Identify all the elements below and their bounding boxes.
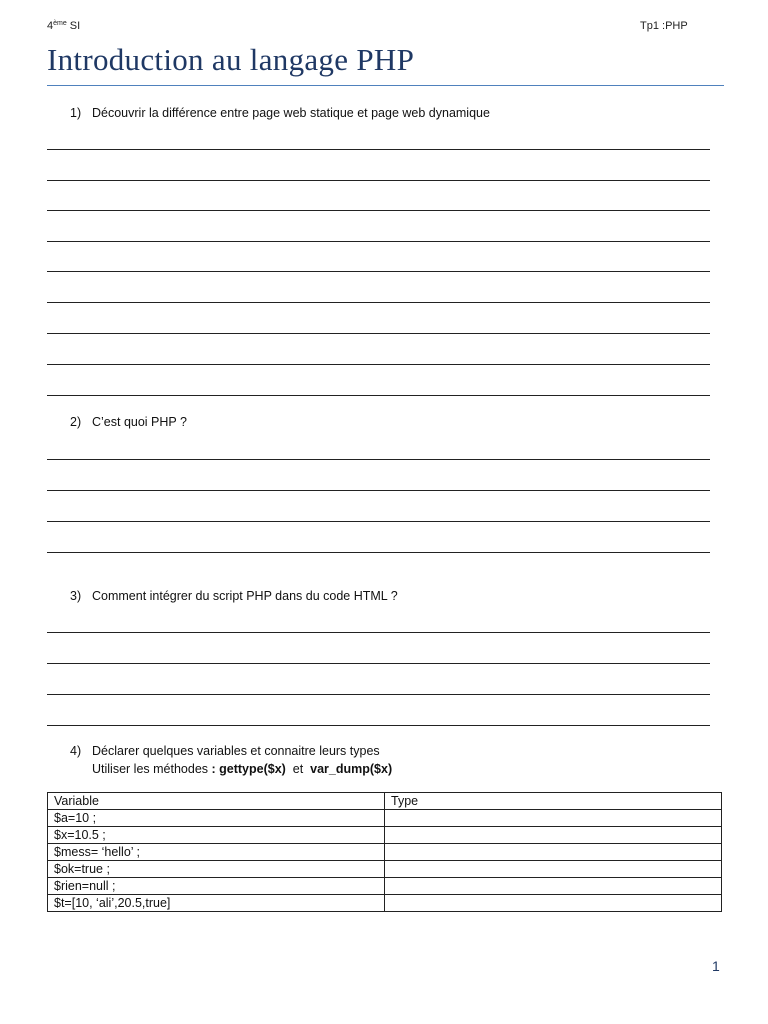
answer-line[interactable] <box>47 521 710 522</box>
type-cell[interactable] <box>385 810 722 827</box>
type-cell[interactable] <box>385 844 722 861</box>
answer-line[interactable] <box>47 694 710 695</box>
class-label <box>47 20 80 32</box>
variable-cell: $a=10 ; <box>48 810 385 827</box>
answer-line[interactable] <box>47 663 710 664</box>
answer-line[interactable] <box>47 271 710 272</box>
question-4-number: 4) <box>70 744 82 758</box>
answer-line[interactable] <box>47 149 710 150</box>
class-label-base: 4 <box>47 20 54 32</box>
answer-line[interactable] <box>47 459 710 460</box>
var-dump-method: var_dump($x) <box>310 762 393 776</box>
question-3 <box>70 587 398 605</box>
question-3-number: 3) <box>70 589 82 603</box>
type-cell[interactable] <box>385 878 722 895</box>
answer-line[interactable] <box>47 552 710 553</box>
question-4-text: Déclarer quelques variables et connaitre leurs types <box>92 744 380 758</box>
lab-label: Tp1 :PHP <box>640 20 688 32</box>
answer-line[interactable] <box>47 725 710 726</box>
variable-cell: $mess= ‘hello’ ; <box>48 844 385 861</box>
variable-cell: $rien=null ; <box>48 878 385 895</box>
question-2-number: 2) <box>70 415 82 429</box>
column-header-variable: Variable <box>48 793 385 810</box>
page-number: 1 <box>712 958 720 974</box>
question-1-text: Découvrir la différence entre page web statique et page web dynamique <box>92 106 490 120</box>
table-row <box>48 895 722 912</box>
variable-cell: $ok=true ; <box>48 861 385 878</box>
question-2 <box>70 413 187 431</box>
answer-line[interactable] <box>47 180 710 181</box>
answer-line[interactable] <box>47 364 710 365</box>
answer-line[interactable] <box>47 302 710 303</box>
question-4-instruction <box>70 760 392 778</box>
variable-cell: $x=10.5 ; <box>48 827 385 844</box>
type-cell[interactable] <box>385 827 722 844</box>
instruction-prefix: Utiliser les méthodes <box>92 762 212 776</box>
answer-line[interactable] <box>47 241 710 242</box>
table-row <box>48 810 722 827</box>
column-header-type: Type <box>385 793 722 810</box>
question-1 <box>70 104 490 122</box>
question-2-text: C’est quoi PHP ? <box>92 415 187 429</box>
answer-line[interactable] <box>47 490 710 491</box>
table-row <box>48 827 722 844</box>
answer-line[interactable] <box>47 210 710 211</box>
table-row <box>48 861 722 878</box>
type-cell[interactable] <box>385 861 722 878</box>
question-4 <box>70 742 392 778</box>
answer-line[interactable] <box>47 632 710 633</box>
question-3-text: Comment intégrer du script PHP dans du code HTML ? <box>92 589 398 603</box>
answer-line[interactable] <box>47 333 710 334</box>
answer-line[interactable] <box>47 395 710 396</box>
table-row <box>48 878 722 895</box>
gettype-method: : gettype($x) <box>211 762 286 776</box>
question-1-number: 1) <box>70 106 82 120</box>
table-row <box>48 844 722 861</box>
class-label-rest: SI <box>66 20 81 32</box>
title-underline <box>47 85 724 86</box>
instruction-mid: et <box>285 762 311 776</box>
variables-table <box>47 792 722 912</box>
page-title: Introduction au langage PHP <box>47 42 415 77</box>
table-header-row <box>48 793 722 810</box>
variable-cell: $t=[10, ‘ali’,20.5,true] <box>48 895 385 912</box>
type-cell[interactable] <box>385 895 722 912</box>
class-label-superscript: ème <box>53 20 67 27</box>
